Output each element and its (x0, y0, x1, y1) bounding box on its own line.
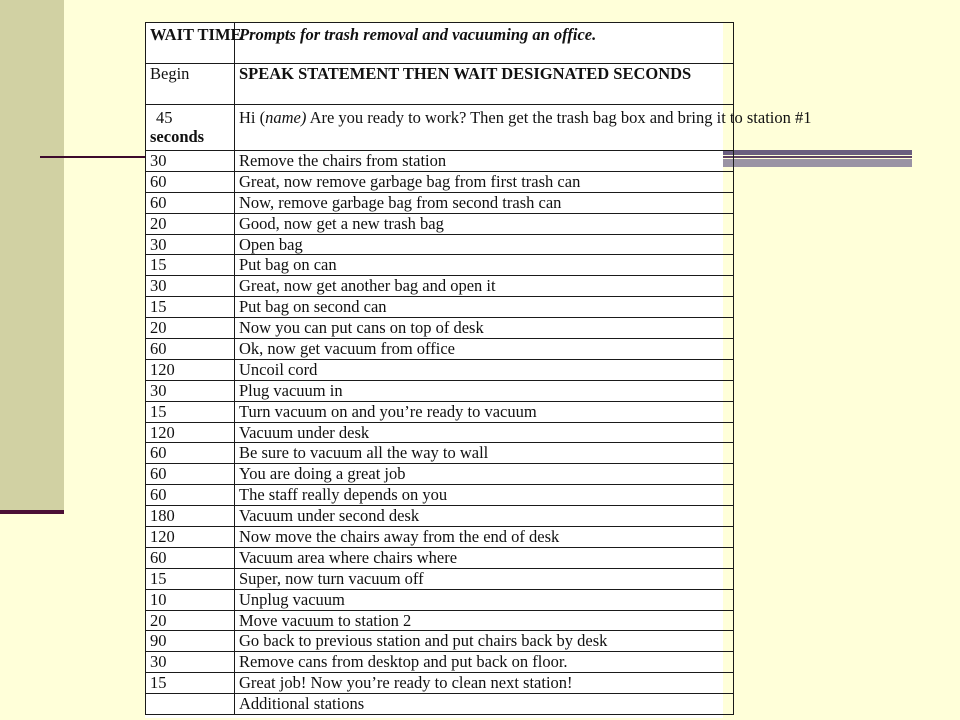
row-prompt: Great, now remove garbage bag from first trash can (235, 171, 734, 192)
intro-prompt-suffix: Are you ready to work? Then get the trash bag box and bring it to station #1 (306, 108, 812, 127)
table-row (146, 673, 734, 694)
row-wait-seconds: 15 (146, 673, 235, 694)
table-row (146, 464, 734, 485)
table-row (146, 255, 734, 276)
row-wait-seconds: 30 (146, 276, 235, 297)
row-wait-seconds: 10 (146, 589, 235, 610)
row-wait-seconds: 15 (146, 401, 235, 422)
row-wait-seconds: 15 (146, 568, 235, 589)
intro-prompt-prefix: Hi ( (239, 108, 266, 127)
table-row (146, 151, 734, 172)
row-wait-seconds: 20 (146, 213, 235, 234)
row-wait-seconds (146, 694, 235, 715)
row-prompt: Great, now get another bag and open it (235, 276, 734, 297)
row-wait-seconds: 60 (146, 547, 235, 568)
table-row (146, 631, 734, 652)
scanned-prompt-sheet (145, 22, 812, 718)
row-wait-seconds: 30 (146, 151, 235, 172)
left-decor-bar-underline (0, 510, 64, 514)
title-rule-right-bar (722, 150, 912, 155)
table-row (146, 589, 734, 610)
row-prompt: Remove cans from desktop and put back on floor. (235, 652, 734, 673)
row-prompt: Ok, now get vacuum from office (235, 339, 734, 360)
row-prompt: Plug vacuum in (235, 380, 734, 401)
table-row (146, 527, 734, 548)
row-prompt: Additional stations (235, 694, 734, 715)
intro-wait-value: 45 (156, 108, 173, 127)
title-rule-right-thin (722, 156, 912, 158)
header-row (146, 23, 734, 64)
row-wait-seconds: 120 (146, 527, 235, 548)
row-wait-seconds: 30 (146, 380, 235, 401)
row-wait-seconds: 15 (146, 255, 235, 276)
row-prompt: Uncoil cord (235, 359, 734, 380)
row-prompt: Great job! Now you’re ready to clean next station! (235, 673, 734, 694)
left-decor-bar (0, 0, 64, 510)
row-prompt: Now move the chairs away from the end of desk (235, 527, 734, 548)
row-prompt: Now you can put cans on top of desk (235, 318, 734, 339)
table-row (146, 359, 734, 380)
table-row (146, 694, 734, 715)
row-wait-seconds: 30 (146, 234, 235, 255)
row-prompt: The staff really depends on you (235, 485, 734, 506)
row-prompt: Put bag on can (235, 255, 734, 276)
row-prompt: Super, now turn vacuum off (235, 568, 734, 589)
row-wait-seconds: 60 (146, 485, 235, 506)
title-rule-left (40, 156, 146, 158)
table-row (146, 192, 734, 213)
row-prompt: Remove the chairs from station (235, 151, 734, 172)
row-wait-seconds: 60 (146, 339, 235, 360)
begin-row (146, 64, 734, 105)
table-row (146, 547, 734, 568)
begin-wait: Begin (146, 64, 235, 105)
table-row (146, 276, 734, 297)
row-wait-seconds: 60 (146, 171, 235, 192)
row-prompt: Go back to previous station and put chairs back by desk (235, 631, 734, 652)
table-row (146, 213, 734, 234)
row-wait-seconds: 60 (146, 443, 235, 464)
row-prompt: Turn vacuum on and you’re ready to vacuum (235, 401, 734, 422)
table-row (146, 339, 734, 360)
table-row (146, 171, 734, 192)
row-prompt: Be sure to vacuum all the way to wall (235, 443, 734, 464)
intro-prompt (235, 105, 812, 151)
table-row (146, 380, 734, 401)
row-prompt: You are doing a great job (235, 464, 734, 485)
intro-wait (146, 105, 235, 151)
row-prompt: Unplug vacuum (235, 589, 734, 610)
row-wait-seconds: 120 (146, 422, 235, 443)
row-prompt: Put bag on second can (235, 297, 734, 318)
intro-wait-unit: seconds (150, 127, 205, 146)
table-row (146, 422, 734, 443)
table-row (146, 610, 734, 631)
row-wait-seconds: 60 (146, 464, 235, 485)
row-wait-seconds: 90 (146, 631, 235, 652)
table-row (146, 234, 734, 255)
row-wait-seconds: 120 (146, 359, 235, 380)
row-prompt: Vacuum under second desk (235, 506, 734, 527)
begin-instruction: SPEAK STATEMENT THEN WAIT DESIGNATED SECONDS (235, 64, 734, 105)
row-wait-seconds: 20 (146, 318, 235, 339)
row-prompt: Now, remove garbage bag from second trash can (235, 192, 734, 213)
title-rule-right-grey (722, 159, 912, 167)
table-row (146, 485, 734, 506)
table-row (146, 652, 734, 673)
table-row (146, 318, 734, 339)
intro-row (146, 105, 734, 151)
row-prompt: Vacuum area where chairs where (235, 547, 734, 568)
table-row (146, 297, 734, 318)
table-row (146, 401, 734, 422)
wait-time-header: WAIT TIME (146, 23, 235, 64)
row-prompt: Good, now get a new trash bag (235, 213, 734, 234)
row-wait-seconds: 20 (146, 610, 235, 631)
row-prompt: Open bag (235, 234, 734, 255)
row-wait-seconds: 60 (146, 192, 235, 213)
prompt-table (145, 22, 812, 715)
table-row (146, 568, 734, 589)
prompts-header: Prompts for trash removal and vacuuming an office. (235, 23, 734, 64)
row-wait-seconds: 180 (146, 506, 235, 527)
row-prompt: Move vacuum to station 2 (235, 610, 734, 631)
table-row (146, 506, 734, 527)
intro-prompt-name: name) (265, 108, 307, 127)
row-wait-seconds: 30 (146, 652, 235, 673)
row-prompt: Vacuum under desk (235, 422, 734, 443)
row-wait-seconds: 15 (146, 297, 235, 318)
table-row (146, 443, 734, 464)
